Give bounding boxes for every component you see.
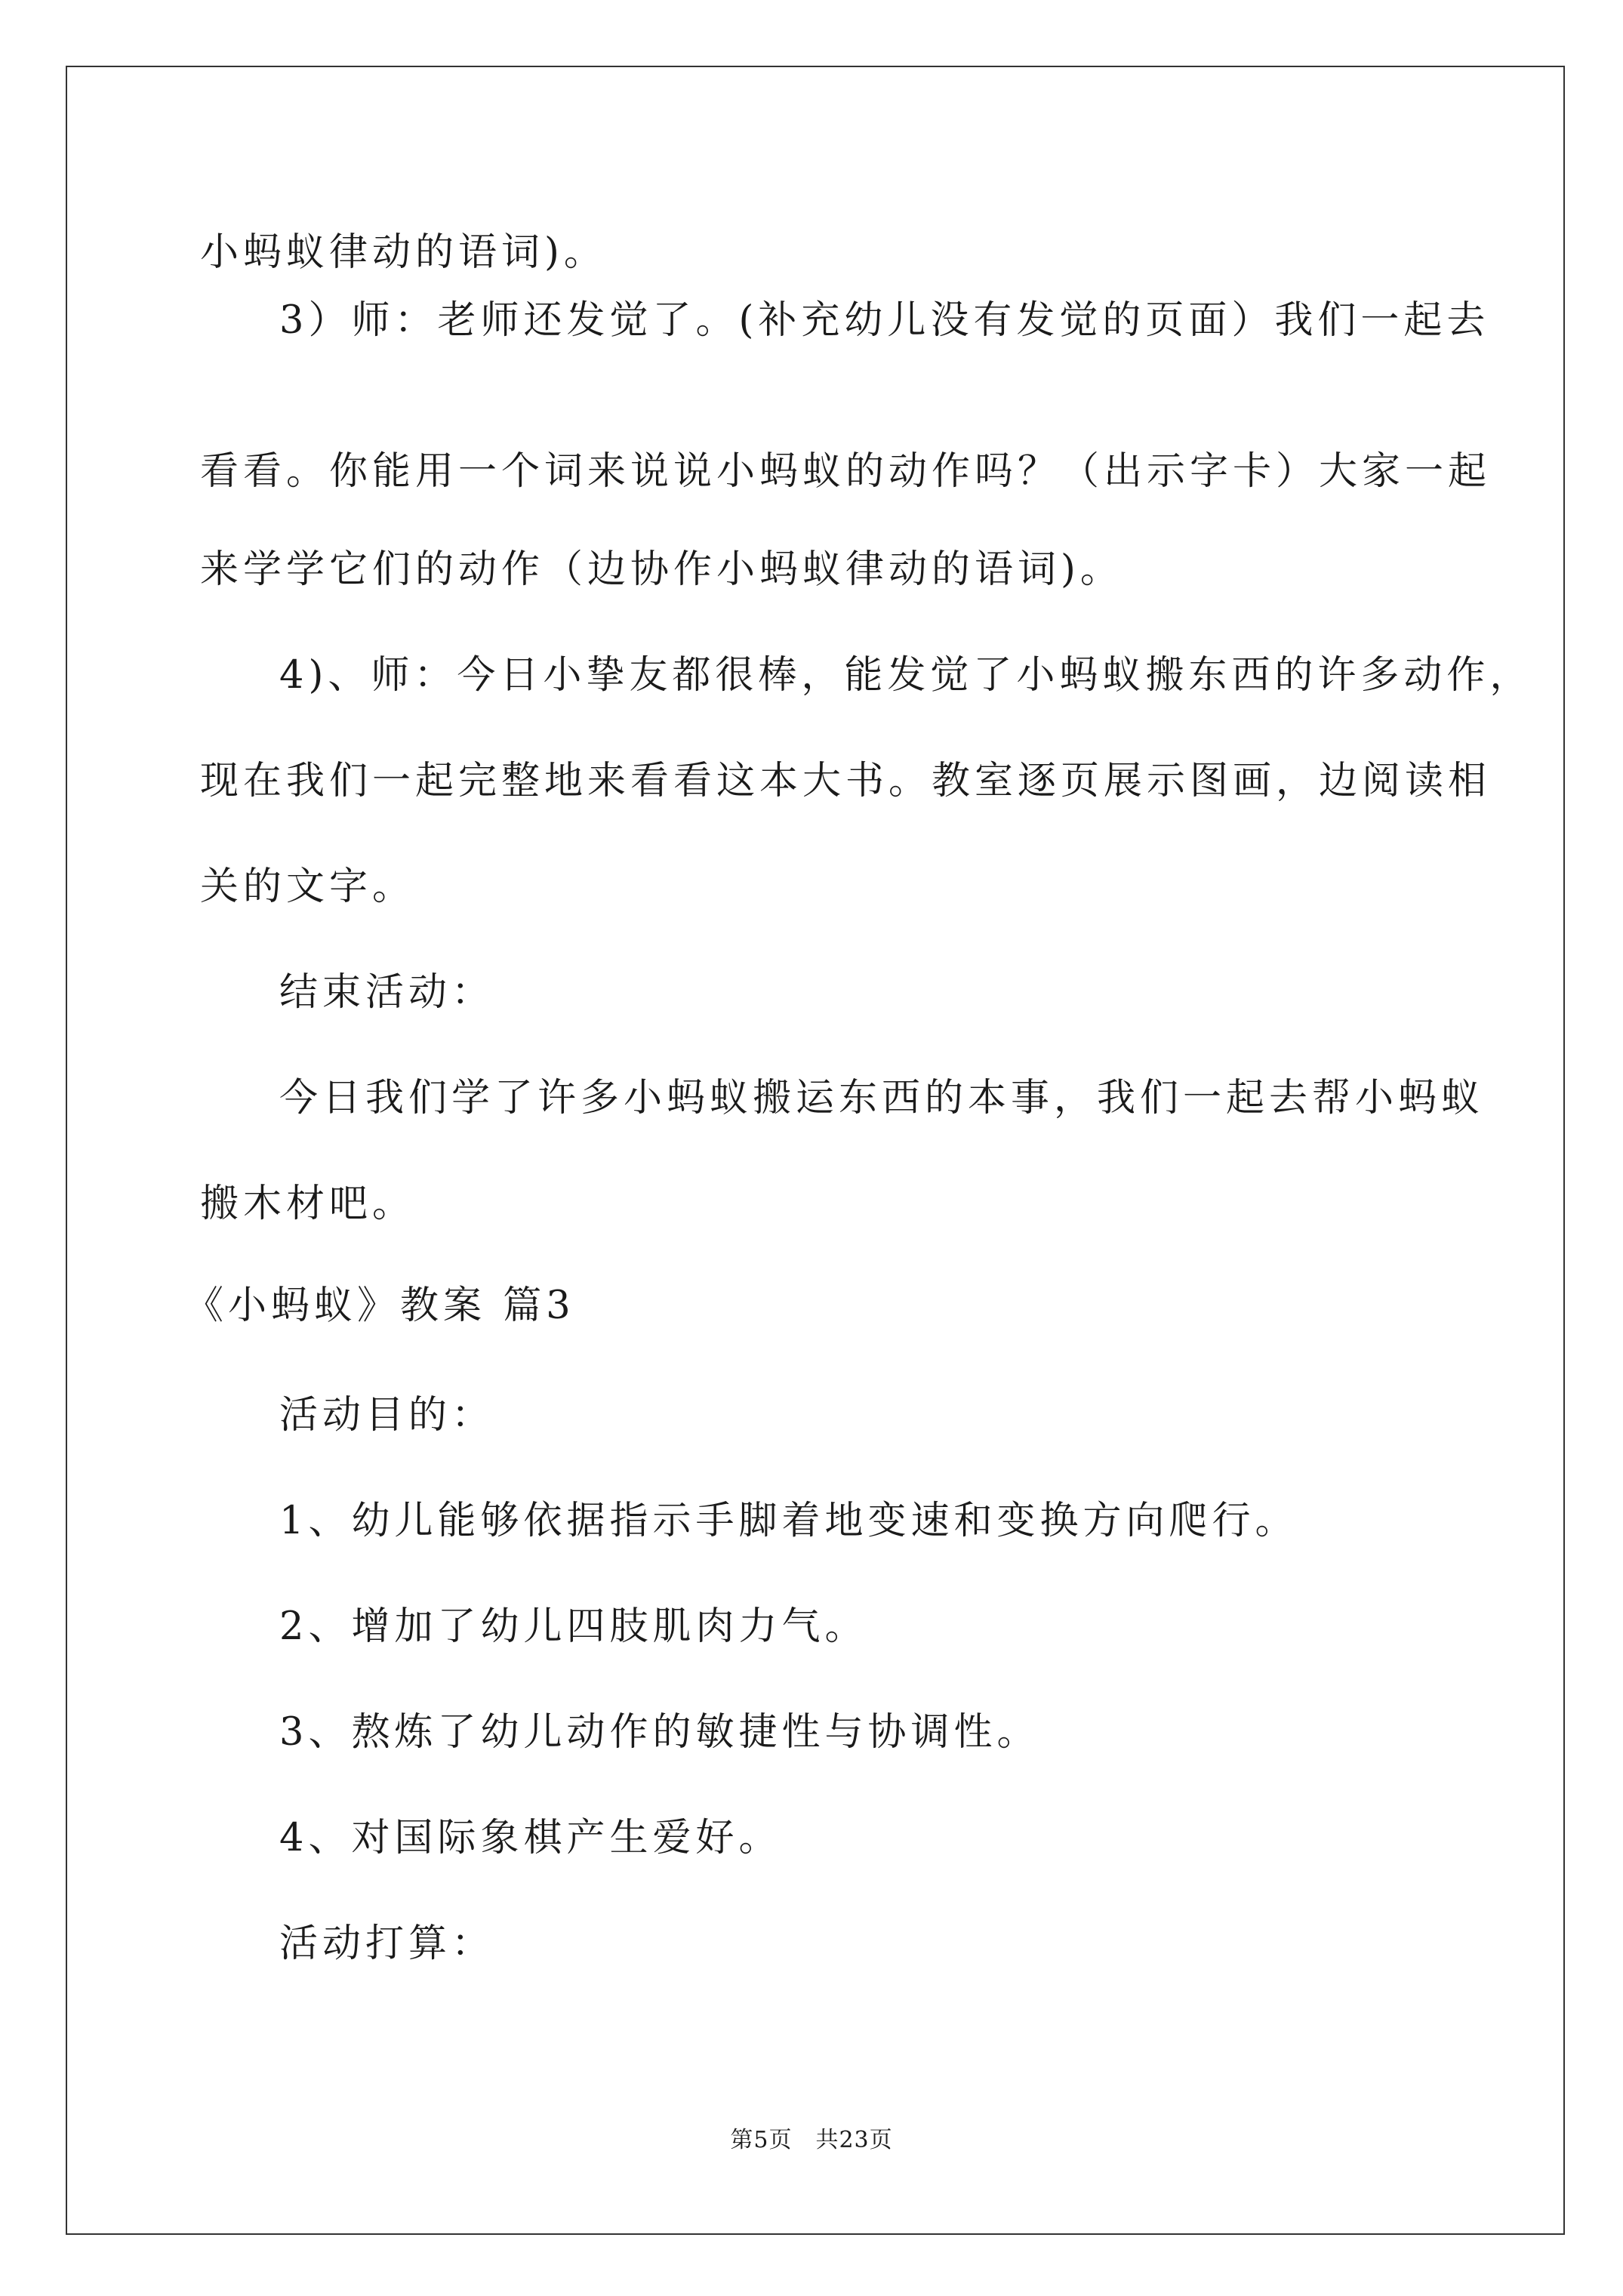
paragraph-line: 结束活动：	[279, 970, 495, 1015]
section-heading: 《小蚂蚁》教案 篇3	[185, 1284, 575, 1328]
paragraph-line: 活动目的：	[279, 1393, 495, 1438]
paragraph-line: 1、幼儿能够依据指示手脚着地变速和变换方向爬行。	[279, 1499, 1298, 1543]
paragraph-line: 4、对国际象棋产生爱好。	[279, 1816, 782, 1860]
page-border	[66, 66, 1565, 2235]
paragraph-line: 3、熬炼了幼儿动作的敏捷性与协调性。	[279, 1710, 1040, 1755]
page-number-footer: 第5页 共23页	[730, 2127, 893, 2153]
paragraph-line: 搬木材吧。	[200, 1182, 416, 1226]
paragraph-line: 来学学它们的动作（边协作小蚂蚁律动的语词)。	[200, 547, 1123, 592]
paragraph-line: 关的文字。	[200, 864, 416, 909]
paragraph-line: 今日我们学了许多小蚂蚁搬运东西的本事，我们一起去帮小蚂蚁	[279, 1076, 1485, 1120]
paragraph-line: 4)、师：今日小挚友都很棒，能发觉了小蚂蚁搬东西的许多动作，	[279, 653, 1533, 698]
paragraph-line: 小蚂蚁律动的语词)。	[200, 230, 607, 275]
paragraph-line: 3）师：老师还发觉了。(补充幼儿没有发觉的页面）我们一起去	[279, 298, 1490, 343]
paragraph-line: 看看。你能用一个词来说说小蚂蚁的动作吗？（出示字卡）大家一起	[200, 449, 1492, 494]
paragraph-line: 现在我们一起完整地来看看这本大书。教室逐页展示图画，边阅读相	[200, 759, 1492, 803]
paragraph-line: 2、增加了幼儿四肢肌肉力气。	[279, 1604, 868, 1649]
paragraph-line: 活动打算：	[279, 1922, 495, 1966]
